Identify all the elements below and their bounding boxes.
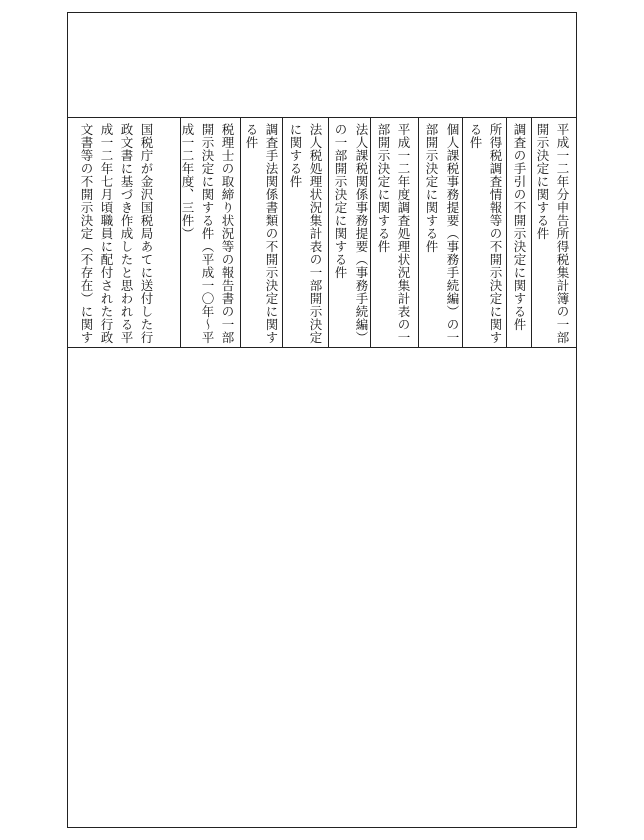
entry-line: 法人税処理状況集計表の一部開示決定 (308, 123, 323, 344)
entry-line: 調査の手引の不開示決定に関する件 (512, 123, 527, 331)
entry-line: 部開示決定に関する件 (376, 123, 391, 253)
entry-line: 開示決定に関する件 (535, 123, 550, 240)
entry-line: 国税庁が金沢国税局あてに送付した行 (139, 123, 154, 344)
entry-line: 文書等の不開示決定（不存在）に関す (79, 123, 94, 344)
entry-line: の一部開示決定に関する件 (333, 123, 348, 279)
entry-line: 政文書に基づき作成したと思われる平 (119, 123, 134, 344)
entry-line: 平成一二年度調査処理状況集計表の一 (396, 123, 411, 344)
entry-line: 所得税調査情報等の不開示決定に関す (488, 123, 503, 344)
entry-line: 開示決定に関する件（平成一〇年～平 (200, 123, 215, 344)
entry-line: 個人課税事務提要（事務手続編）の一 (445, 123, 460, 344)
entry-line: 平成一二年分申告所得税集計簿の一部 (555, 123, 570, 344)
entry-line: 税理士の取締り状況等の報告書の一部 (220, 123, 235, 344)
entry-line: 成一二年七月頃職員に配付された行政 (99, 123, 114, 344)
entry-line: に関する件 (288, 123, 303, 188)
table-bottom-rule (67, 347, 577, 348)
entry-line: 調査手法関係書類の不開示決定に関す (264, 123, 279, 344)
entry-line: 部開示決定に関する件 (424, 123, 439, 253)
entry-line: る件 (468, 123, 483, 149)
entry-line: る件 (244, 123, 259, 149)
entry-line: 法人課税関係事務提要（事務手続編） (354, 123, 369, 344)
entry-line: 成一二年度、三件） (180, 123, 195, 240)
entries-table (67, 117, 577, 347)
